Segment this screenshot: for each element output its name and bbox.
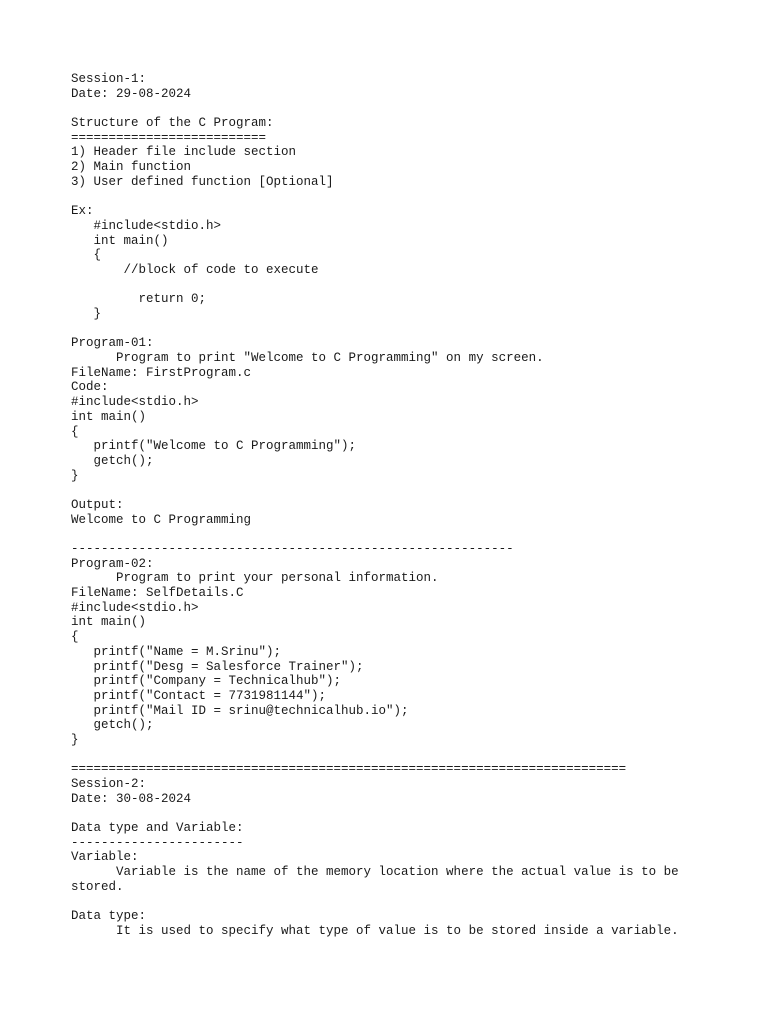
text-line: int main() — [71, 409, 147, 424]
text-line: Variable is the name of the memory location where the actual value is to be — [71, 865, 679, 880]
text-line: printf("Desg = Salesforce Trainer"); — [71, 659, 364, 674]
text-line: #include<stdio.h> — [71, 395, 199, 410]
document-page — [71, 72, 731, 939]
text-line: FileName: FirstProgram.c — [71, 365, 252, 380]
text-line: } — [71, 468, 79, 483]
text-line: ----------------------------------------------------------- — [71, 542, 514, 556]
text-line — [71, 190, 731, 205]
text-line — [71, 101, 731, 116]
text-line — [71, 483, 731, 498]
text-line: Ex: — [71, 204, 94, 219]
text-line — [71, 322, 731, 337]
text-line: Program to print "Welcome to C Programming" on my screen. — [71, 351, 544, 366]
text-line: #include<stdio.h> — [71, 218, 222, 233]
text-line: { — [71, 424, 79, 439]
text-line: return 0; — [71, 292, 207, 307]
text-line: Session-1: — [71, 72, 147, 86]
text-line: } — [71, 732, 79, 747]
text-line: Variable: — [71, 850, 139, 865]
text-line: getch(); — [71, 718, 154, 733]
text-line: printf("Mail ID = srinu@technicalhub.io"); — [71, 703, 409, 718]
text-line: { — [71, 248, 102, 263]
text-line: int main() — [71, 615, 147, 630]
text-line: printf("Welcome to C Programming"); — [71, 439, 357, 454]
text-line: 3) User defined function [Optional] — [71, 174, 334, 189]
text-line: #include<stdio.h> — [71, 600, 199, 615]
text-line — [71, 748, 731, 763]
text-line: 1) Header file include section — [71, 145, 297, 160]
text-line: 2) Main function — [71, 160, 192, 175]
text-line: ========================================================================== — [71, 762, 627, 777]
text-line — [71, 806, 731, 821]
text-line: } — [71, 307, 102, 321]
text-line: Session-2: — [71, 777, 147, 791]
text-line — [71, 278, 731, 293]
text-line: Output: — [71, 497, 124, 512]
text-line: ========================== — [71, 130, 267, 145]
text-line: printf("Name = M.Srinu"); — [71, 644, 282, 659]
text-line: Program-01: — [71, 336, 154, 351]
text-line: ----------------------- — [71, 835, 244, 850]
text-line: FileName: SelfDetails.C — [71, 586, 244, 601]
text-line: It is used to specify what type of value is to be stored inside a variable. — [71, 923, 679, 938]
text-line — [71, 527, 731, 542]
text-line: Structure of the C Program: — [71, 116, 274, 131]
text-line: Data type and Variable: — [71, 821, 244, 836]
text-line: Welcome to C Programming — [71, 512, 252, 527]
text-line: //block of code to execute — [71, 262, 319, 277]
text-line: Code: — [71, 380, 109, 395]
text-line: int main() — [71, 233, 169, 248]
text-line: printf("Company = Technicalhub"); — [71, 674, 342, 689]
text-line: Program-02: — [71, 556, 154, 571]
text-line: Data type: — [71, 909, 147, 924]
text-line: stored. — [71, 879, 124, 894]
text-line: printf("Contact = 7731981144"); — [71, 688, 327, 703]
text-line: getch(); — [71, 453, 154, 468]
text-line — [71, 895, 731, 910]
text-line: { — [71, 630, 79, 645]
text-line: Date: 29-08-2024 — [71, 86, 192, 101]
text-line: Date: 30-08-2024 — [71, 791, 192, 806]
text-line: Program to print your personal information. — [71, 571, 439, 586]
